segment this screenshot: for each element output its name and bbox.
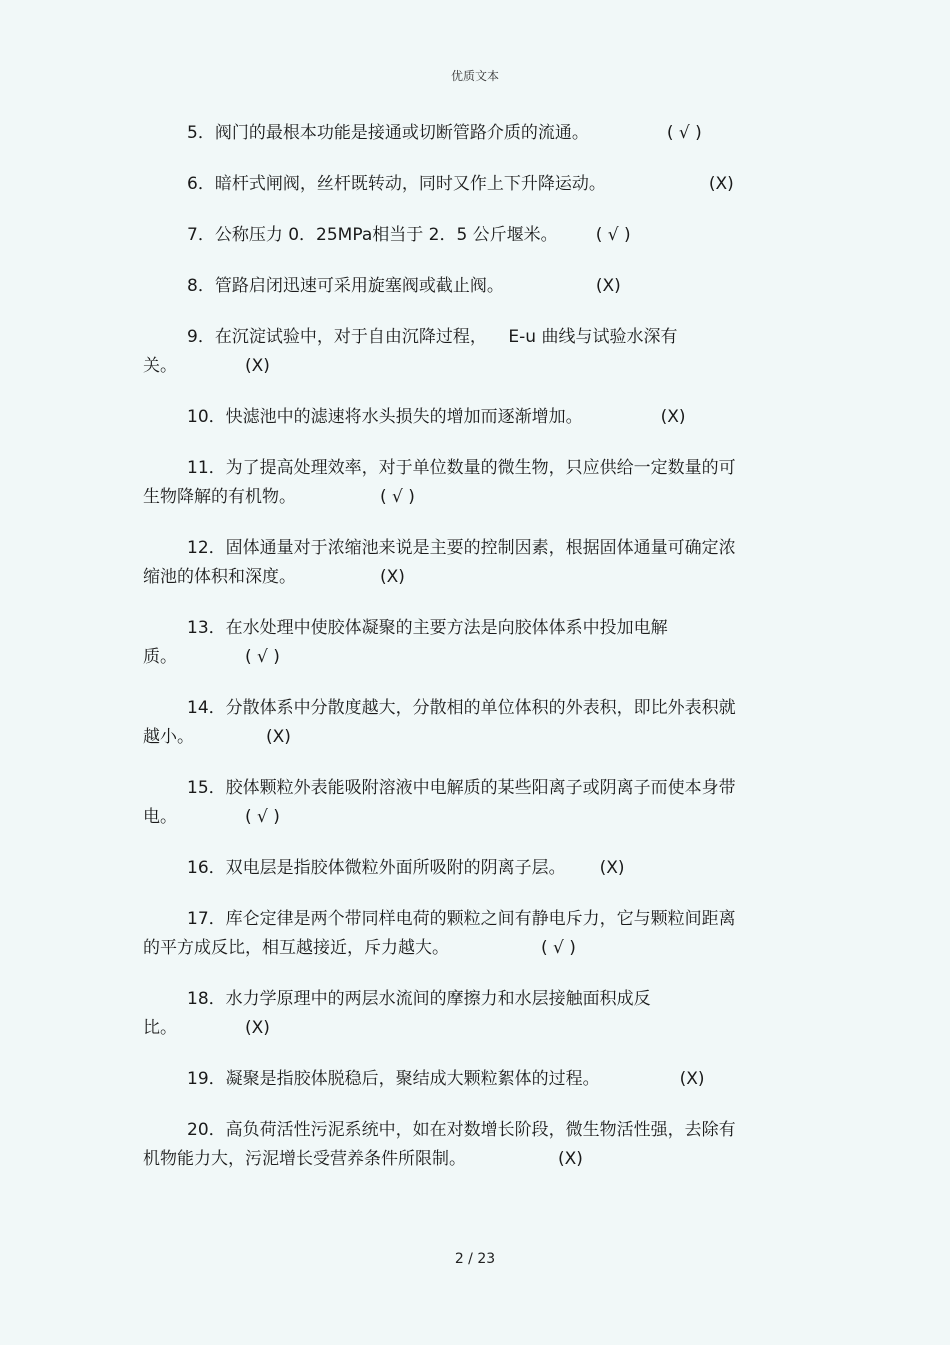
answer-mark: (X): [245, 356, 270, 376]
question-text: 20．高负荷活性污泥系统中，如在对数增长阶段，微生物活性强，去除有: [187, 1120, 736, 1140]
question-text: 6．暗杆式闸阀，丝杆既转动，同时又作上下升降运动。: [187, 174, 606, 194]
question-item-18: [143, 985, 768, 1043]
question-text: 17．库仑定律是两个带同样电荷的颗粒之间有静电斥力，它与颗粒间距离: [187, 909, 736, 929]
page-number: 2 / 23: [454, 1251, 496, 1267]
question-item-17: [143, 905, 768, 963]
question-item-9: [143, 323, 768, 381]
question-item-15: [143, 774, 768, 832]
question-text-cont: 缩池的体积和深度。: [143, 567, 296, 587]
answer-mark: (X): [679, 1069, 705, 1089]
question-text-cont: 机物能力大，污泥增长受营养条件所限制。: [143, 1149, 466, 1169]
question-text: 7．公称压力 0．25MPa相当于 2．5 公斤堰米。: [187, 225, 558, 245]
question-text-cont: 比。: [143, 1018, 177, 1038]
question-text-cont: 关。: [143, 356, 177, 376]
question-text: 10．快滤池中的滤速将水头损失的增加而逐渐增加。: [187, 407, 583, 427]
answer-mark: (X): [266, 727, 291, 747]
page-header: 优质文本: [450, 69, 499, 83]
answer-mark: (X): [595, 276, 621, 296]
question-text: 8．管路启闭迅速可采用旋塞阀或截止阀。: [187, 276, 504, 296]
question-item-10: [143, 403, 768, 432]
question-item-16: [143, 854, 768, 883]
question-text: 19．凝聚是指胶体脱稳后，聚结成大颗粒絮体的过程。: [187, 1069, 600, 1089]
question-item-6: [143, 170, 768, 199]
question-item-5: [143, 119, 768, 148]
answer-mark: ( √ ): [245, 647, 280, 667]
answer-mark: ( √ ): [245, 807, 280, 827]
question-text: 16．双电层是指胶体微粒外面所吸附的阴离子层。: [187, 858, 566, 878]
answer-mark: (X): [599, 858, 625, 878]
question-item-19: [143, 1065, 768, 1094]
question-text-cont: 电。: [143, 807, 177, 827]
question-item-14: [143, 694, 768, 752]
question-text: 12．固体通量对于浓缩池来说是主要的控制因素，根据固体通量可确定浓: [187, 538, 736, 558]
answer-mark: ( √ ): [541, 938, 576, 958]
question-item-13: [143, 614, 768, 672]
question-text: 18．水力学原理中的两层水流间的摩擦力和水层接触面积成反: [187, 989, 651, 1009]
question-text: 14．分散体系中分散度越大，分散相的单位体积的外表积，即比外表积就: [187, 698, 736, 718]
question-text-cont: 越小。: [143, 727, 194, 747]
question-text: 11．为了提高处理效率，对于单位数量的微生物，只应供给一定数量的可: [187, 458, 736, 478]
answer-mark: ( √ ): [380, 487, 415, 507]
answer-mark: (X): [708, 174, 734, 194]
question-item-12: [143, 534, 768, 592]
question-item-11: [143, 454, 768, 512]
question-text-cont: 生物降解的有机物。: [143, 487, 296, 507]
answer-mark: ( √ ): [666, 123, 702, 143]
question-item-20: [143, 1116, 768, 1174]
answer-mark: ( √ ): [595, 225, 631, 245]
question-item-8: [143, 272, 768, 301]
answer-mark: (X): [660, 407, 686, 427]
question-text: 13．在水处理中使胶体凝聚的主要方法是向胶体体系中投加电解: [187, 618, 668, 638]
answer-mark: (X): [380, 567, 405, 587]
answer-mark: (X): [558, 1149, 583, 1169]
answer-mark: (X): [245, 1018, 270, 1038]
question-text: 5．阀门的最根本功能是接通或切断管路介质的流通。: [187, 123, 589, 143]
question-text: 15．胶体颗粒外表能吸附溶液中电解质的某些阳离子或阴离子而使本身带: [187, 778, 736, 798]
question-text-cont: 质。: [143, 647, 177, 667]
question-text: 9．在沉淀试验中，对于自由沉降过程， E-u 曲线与试验水深有: [187, 327, 678, 347]
question-text-cont: 的平方成反比，相互越接近，斥力越大。: [143, 938, 449, 958]
question-item-7: [143, 221, 768, 250]
